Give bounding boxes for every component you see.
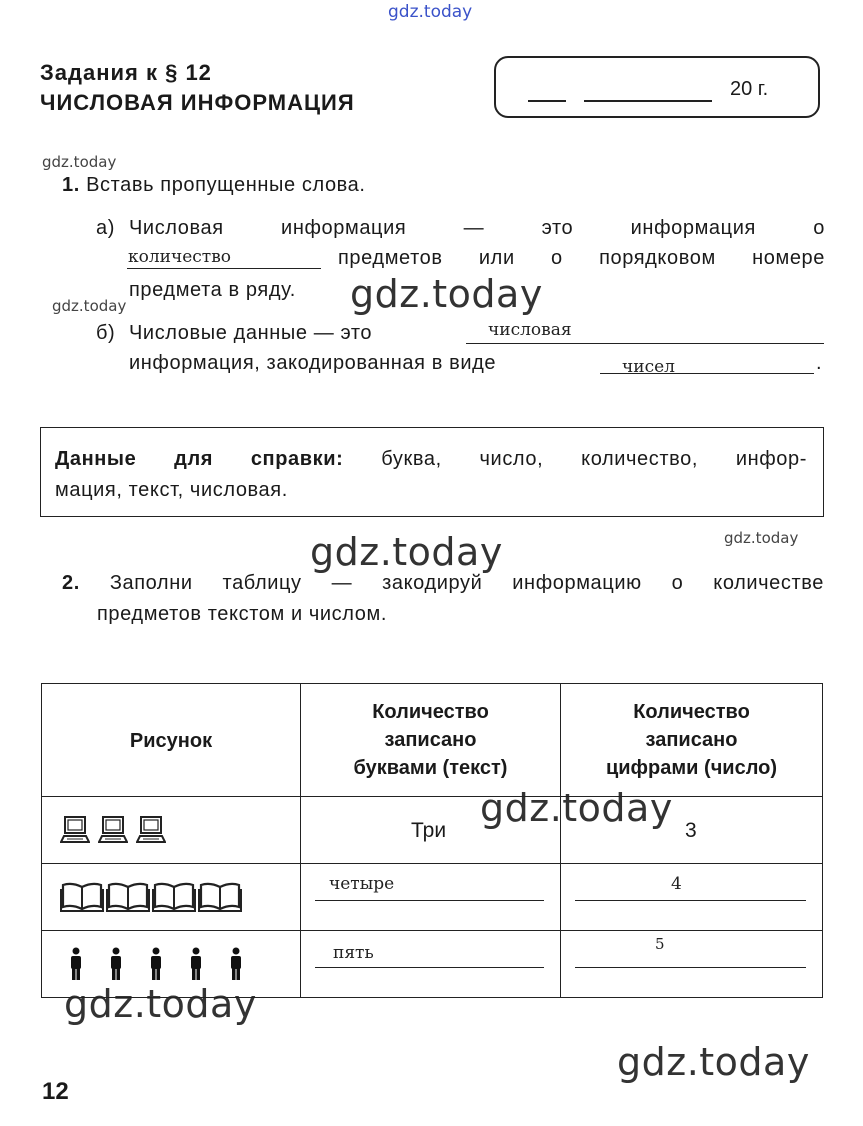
watermark: gdz.today xyxy=(480,786,673,830)
reference-text2: мация, текст, числовая. xyxy=(55,479,288,501)
page-number: 12 xyxy=(42,1078,69,1105)
task1b-answer1-line xyxy=(466,343,824,344)
watermark: gdz.today xyxy=(724,529,799,547)
reference-box xyxy=(40,427,824,517)
number-cell xyxy=(561,864,823,931)
date-month-line xyxy=(584,100,712,102)
number-answer: 4 xyxy=(671,874,682,894)
task1b-label: б) xyxy=(96,322,116,344)
person-icons xyxy=(42,947,300,981)
number-cell xyxy=(561,797,823,864)
table-row xyxy=(42,864,823,931)
task1b-line2: информация, закодированная в виде xyxy=(129,352,497,374)
header-text-l2: записано xyxy=(384,729,477,751)
table-header-row xyxy=(42,684,823,797)
header-picture: Рисунок xyxy=(129,730,213,752)
header-cell-text xyxy=(301,684,561,797)
text-answer: Три xyxy=(411,819,447,842)
number-answer-line xyxy=(575,967,806,968)
picture-cell xyxy=(42,931,301,998)
person-icon xyxy=(148,947,164,981)
number-answer: 3 xyxy=(685,819,697,842)
task2-instruction1: Заполни таблицу — закодируй информацию о количестве xyxy=(109,572,824,594)
person-icon xyxy=(108,947,124,981)
header-number-l3: цифрами (число) xyxy=(605,757,778,779)
task1b-answer2-line xyxy=(600,373,814,374)
header-number-l2: записано xyxy=(645,729,738,751)
book-icon xyxy=(152,881,196,913)
person-icon xyxy=(228,947,244,981)
section-subtitle: ЧИСЛОВАЯ ИНФОРМАЦИЯ xyxy=(40,90,355,115)
task1b-answer1: числовая xyxy=(488,320,572,340)
header-cell-picture xyxy=(42,684,301,797)
watermark: gdz.today xyxy=(64,982,257,1026)
header-text-l3: буквами (текст) xyxy=(353,757,508,779)
table-row xyxy=(42,931,823,998)
number-answer: 5 xyxy=(655,935,665,953)
watermark-top: gdz.today xyxy=(388,2,473,22)
task1-number: 1. xyxy=(62,174,80,196)
header-text-l1: Количество xyxy=(372,701,489,723)
person-icon xyxy=(188,947,204,981)
book-icon xyxy=(106,881,150,913)
picture-cell xyxy=(42,864,301,931)
task1a-answer-line xyxy=(127,268,321,269)
watermark: gdz.today xyxy=(350,272,543,316)
reference-line1 xyxy=(55,444,807,474)
watermark: gdz.today xyxy=(617,1040,810,1084)
task2-number: 2. xyxy=(62,572,80,594)
reference-label: Данные для справки: xyxy=(55,448,344,470)
task1a-line2: предметов или о порядковом номере xyxy=(338,247,825,269)
text-cell xyxy=(301,797,561,864)
text-answer-line xyxy=(315,967,544,968)
task2-line1 xyxy=(62,568,824,598)
task1-heading xyxy=(62,170,366,200)
task1a-line3: предмета в ряду. xyxy=(129,279,296,301)
date-year-suffix: 20 г. xyxy=(730,78,769,100)
computer-icon xyxy=(60,815,90,845)
watermark: gdz.today xyxy=(42,153,117,171)
task1a-answer: количество xyxy=(128,247,232,267)
task2-instruction2: предметов текстом и числом. xyxy=(97,603,387,625)
text-answer: четыре xyxy=(329,874,395,894)
task1b-period: . xyxy=(816,352,823,374)
date-day-line xyxy=(528,100,566,102)
watermark: gdz.today xyxy=(52,297,127,315)
number-cell xyxy=(561,931,823,998)
task1a-line1: Числовая информация — это информация о xyxy=(129,217,825,239)
table-row xyxy=(42,797,823,864)
section-title: Задания к § 12 xyxy=(40,60,212,85)
computer-icons xyxy=(42,815,300,845)
text-answer-line xyxy=(315,900,544,901)
picture-cell xyxy=(42,797,301,864)
answer-table xyxy=(41,683,823,998)
header-cell-number xyxy=(561,684,823,797)
task1b-answer2: чисел xyxy=(622,357,675,377)
text-answer: пять xyxy=(333,943,374,963)
book-icon xyxy=(60,881,104,913)
task1b-text: Числовые данные — это xyxy=(129,322,373,344)
person-icon xyxy=(68,947,84,981)
text-cell xyxy=(301,931,561,998)
book-icon xyxy=(198,881,242,913)
date-box xyxy=(494,56,820,118)
number-answer-line xyxy=(575,900,806,901)
book-icons xyxy=(42,881,300,913)
task1-instruction: Вставь пропущенные слова. xyxy=(86,174,366,196)
header-number-l1: Количество xyxy=(633,701,750,723)
text-cell xyxy=(301,864,561,931)
computer-icon xyxy=(136,815,166,845)
computer-icon xyxy=(98,815,128,845)
task1a-label: а) xyxy=(96,217,115,239)
reference-text1: буква, число, количество, инфор- xyxy=(381,448,808,470)
watermark: gdz.today xyxy=(310,530,503,574)
